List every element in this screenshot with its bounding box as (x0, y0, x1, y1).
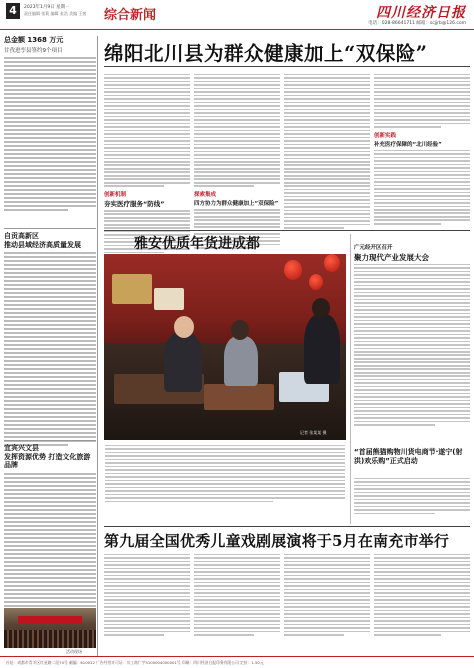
bottom-col-2 (194, 552, 280, 638)
right-article-2-title: “首届熊猫购物川货电商节·遂宁(射洪)欢乐购”正式启动 (354, 448, 463, 465)
goods-display (112, 274, 152, 304)
bottom-col-3 (284, 552, 370, 638)
photo-feature-title: 雅安优质年货进成都 (134, 236, 260, 252)
right-article-1-subtitle: 广元经开区召开 (354, 245, 393, 251)
red-lantern (309, 274, 323, 290)
vendor-head (174, 316, 194, 338)
bottom-headline: 第九届全国优秀儿童戏剧展演将于5月在南充市举行 (104, 532, 450, 550)
meat-products (204, 384, 274, 410)
bottom-rule (104, 526, 470, 527)
right-article-1-title: 聚力现代产业发展大会 (354, 253, 429, 262)
main-headline-rule (104, 66, 470, 67)
left-article-2-title: 自贡高新区 (4, 232, 39, 240)
right-article-2-heading (354, 448, 470, 465)
left-photo (4, 608, 96, 648)
left-article-1-title: 总金额 1368 万元 (4, 36, 64, 44)
left-article-1-body (4, 57, 96, 211)
left-article-1-subtitle: 甘孜进孪县签约9个项目 (4, 47, 63, 54)
customer-head (312, 298, 330, 318)
main-headline: 绵阳北川县为群众健康加上“双保险” (104, 42, 428, 65)
left-article-2-subtitle: 推动县域经济高质量发展 (4, 240, 81, 249)
paper-logo: 四川经济日报 (376, 5, 466, 21)
block1-heading (104, 190, 190, 208)
block1-subtitle: 夯实医疗服务“防线” (104, 199, 165, 208)
photo-credit: 记者 张某某 摄 (300, 430, 327, 435)
bottom-col-4 (374, 552, 470, 638)
photo-caption-text (105, 443, 345, 504)
left-rule-2 (4, 440, 96, 441)
left-photo-crowd (4, 630, 96, 648)
main-col-3 (284, 72, 370, 231)
date-line: 2023年1月9日 星期一 (24, 5, 70, 10)
block3-heading (374, 131, 470, 148)
left-rule-1 (4, 228, 96, 229)
editors-line: 责任编辑 张莉 编辑 张浩 美编 王茜 (24, 11, 87, 16)
left-article-3-title: 宜宾兴文县 (4, 444, 39, 452)
left-article-2 (4, 232, 96, 448)
main-col-2 (194, 72, 280, 251)
right-article-2-body (354, 476, 470, 516)
left-article-3-body (4, 473, 96, 619)
page-footer (0, 656, 474, 668)
right-article-1-heading (354, 243, 470, 263)
market-photo (104, 254, 346, 440)
customer-person (224, 336, 258, 386)
red-lantern (284, 260, 302, 280)
left-photo-caption: 活动现场 (66, 649, 82, 654)
section-rule (104, 230, 470, 231)
vendor-person (164, 332, 202, 392)
column-divider (97, 36, 98, 656)
vertical-rule (350, 234, 351, 524)
main-col-4 (374, 72, 470, 226)
right-article-1-body (354, 262, 470, 428)
left-article-3 (4, 444, 96, 621)
section-title: 综合新闻 (104, 8, 157, 23)
masthead (0, 0, 474, 30)
block3-tag: 创新实践 (374, 132, 397, 139)
left-column (4, 36, 96, 656)
paper-contact: 电话：028-86641711 邮箱：scjjrb@126.com (368, 21, 466, 26)
block1-tag: 创新机制 (104, 191, 127, 198)
left-article-3-subtitle: 发挥资源优势 打造文化旅游品牌 (4, 452, 91, 469)
left-article-1 (4, 36, 96, 213)
block2-tag: 探索集成 (194, 191, 217, 198)
left-photo-banner (18, 616, 82, 624)
red-lantern (324, 254, 340, 272)
left-article-2-body (4, 252, 96, 446)
bottom-col-1 (104, 552, 190, 638)
customer-person (304, 314, 340, 384)
customer-head (231, 320, 249, 340)
main-col-1 (104, 72, 190, 255)
footer-text: 社址：成都市青羊区红星路二段70号 邮编：610012 广告经营许可证：川工商广字5100004000001号 印刷：四川经济日报印务有限公司 定价：1.50元 (6, 660, 264, 665)
goods-display (154, 288, 184, 310)
block3-subtitle: 补充医疗保障的“北川经验” (374, 141, 442, 148)
page-number: 4 (6, 3, 20, 19)
block2-heading (194, 190, 280, 207)
block2-subtitle: 四方协力为群众健康加上“双保险” (194, 200, 279, 207)
